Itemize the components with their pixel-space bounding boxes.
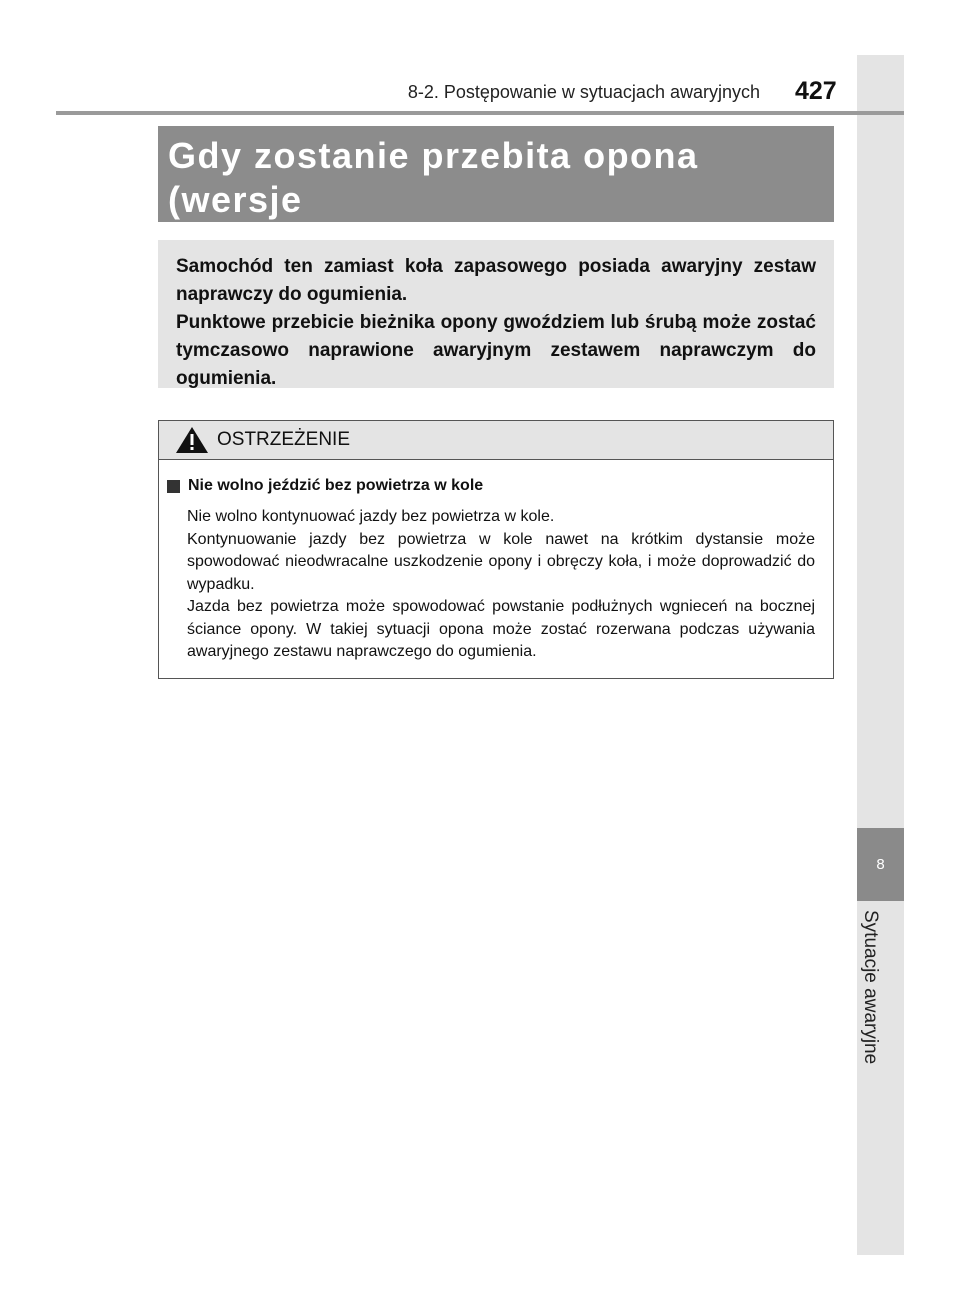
warning-label: OSTRZEŻENIE (217, 429, 351, 450)
warning-header (159, 421, 833, 460)
warning-body (159, 460, 833, 664)
square-bullet-icon (167, 480, 180, 493)
warning-heading-text: Nie wolno jeździć bez powietrza w kole (188, 477, 484, 494)
chapter-number: 8 (876, 856, 885, 873)
side-tab-strip (857, 55, 904, 1255)
intro-paragraph-2: Punktowe przebicie bieżnika opony gwoździem lub śrubą może zostać tymczasowo naprawione awaryjnym zestawem naprawczym do ogumienia. (176, 312, 816, 389)
warning-line-3: Jazda bez powietrza może spowodować powstanie podłużnych wgnieceń na bocznej ściance opony. W takiej sytuacji opona może zostać rozerwana podczas używania awaryjnego zestawu naprawczego do ogumienia. (187, 598, 815, 660)
page-title-line-1: Gdy zostanie przebita opona (wersje (168, 135, 699, 220)
intro-panel (158, 240, 834, 388)
warning-triangle-icon (175, 426, 209, 454)
warning-text (187, 506, 815, 664)
chapter-label: Sytuacje awaryjne (860, 910, 881, 1065)
section-header: 8-2. Postępowanie w sytuacjach awaryjnych (407, 82, 760, 102)
chapter-number-tab (857, 828, 904, 901)
warning-box (158, 420, 834, 679)
warning-line-2: Kontynuowanie jazdy bez powietrza w kole nawet na krótkim dystansie może spowodować nieodwracalne uszkodzenie opony i obręczy koła, i może doprowadzić do wypadku. (187, 530, 815, 593)
warning-line-1: Nie wolno kontynuować jazdy bez powietrza w kole. (187, 508, 555, 525)
warning-heading (167, 474, 815, 498)
header-divider (56, 111, 904, 115)
page-number: 427 (795, 77, 837, 105)
intro-paragraph-1: Samochód ten zamiast koła zapasowego posiada awaryjny zestaw naprawczy do ogumienia. (176, 256, 816, 305)
page-title (158, 126, 834, 222)
